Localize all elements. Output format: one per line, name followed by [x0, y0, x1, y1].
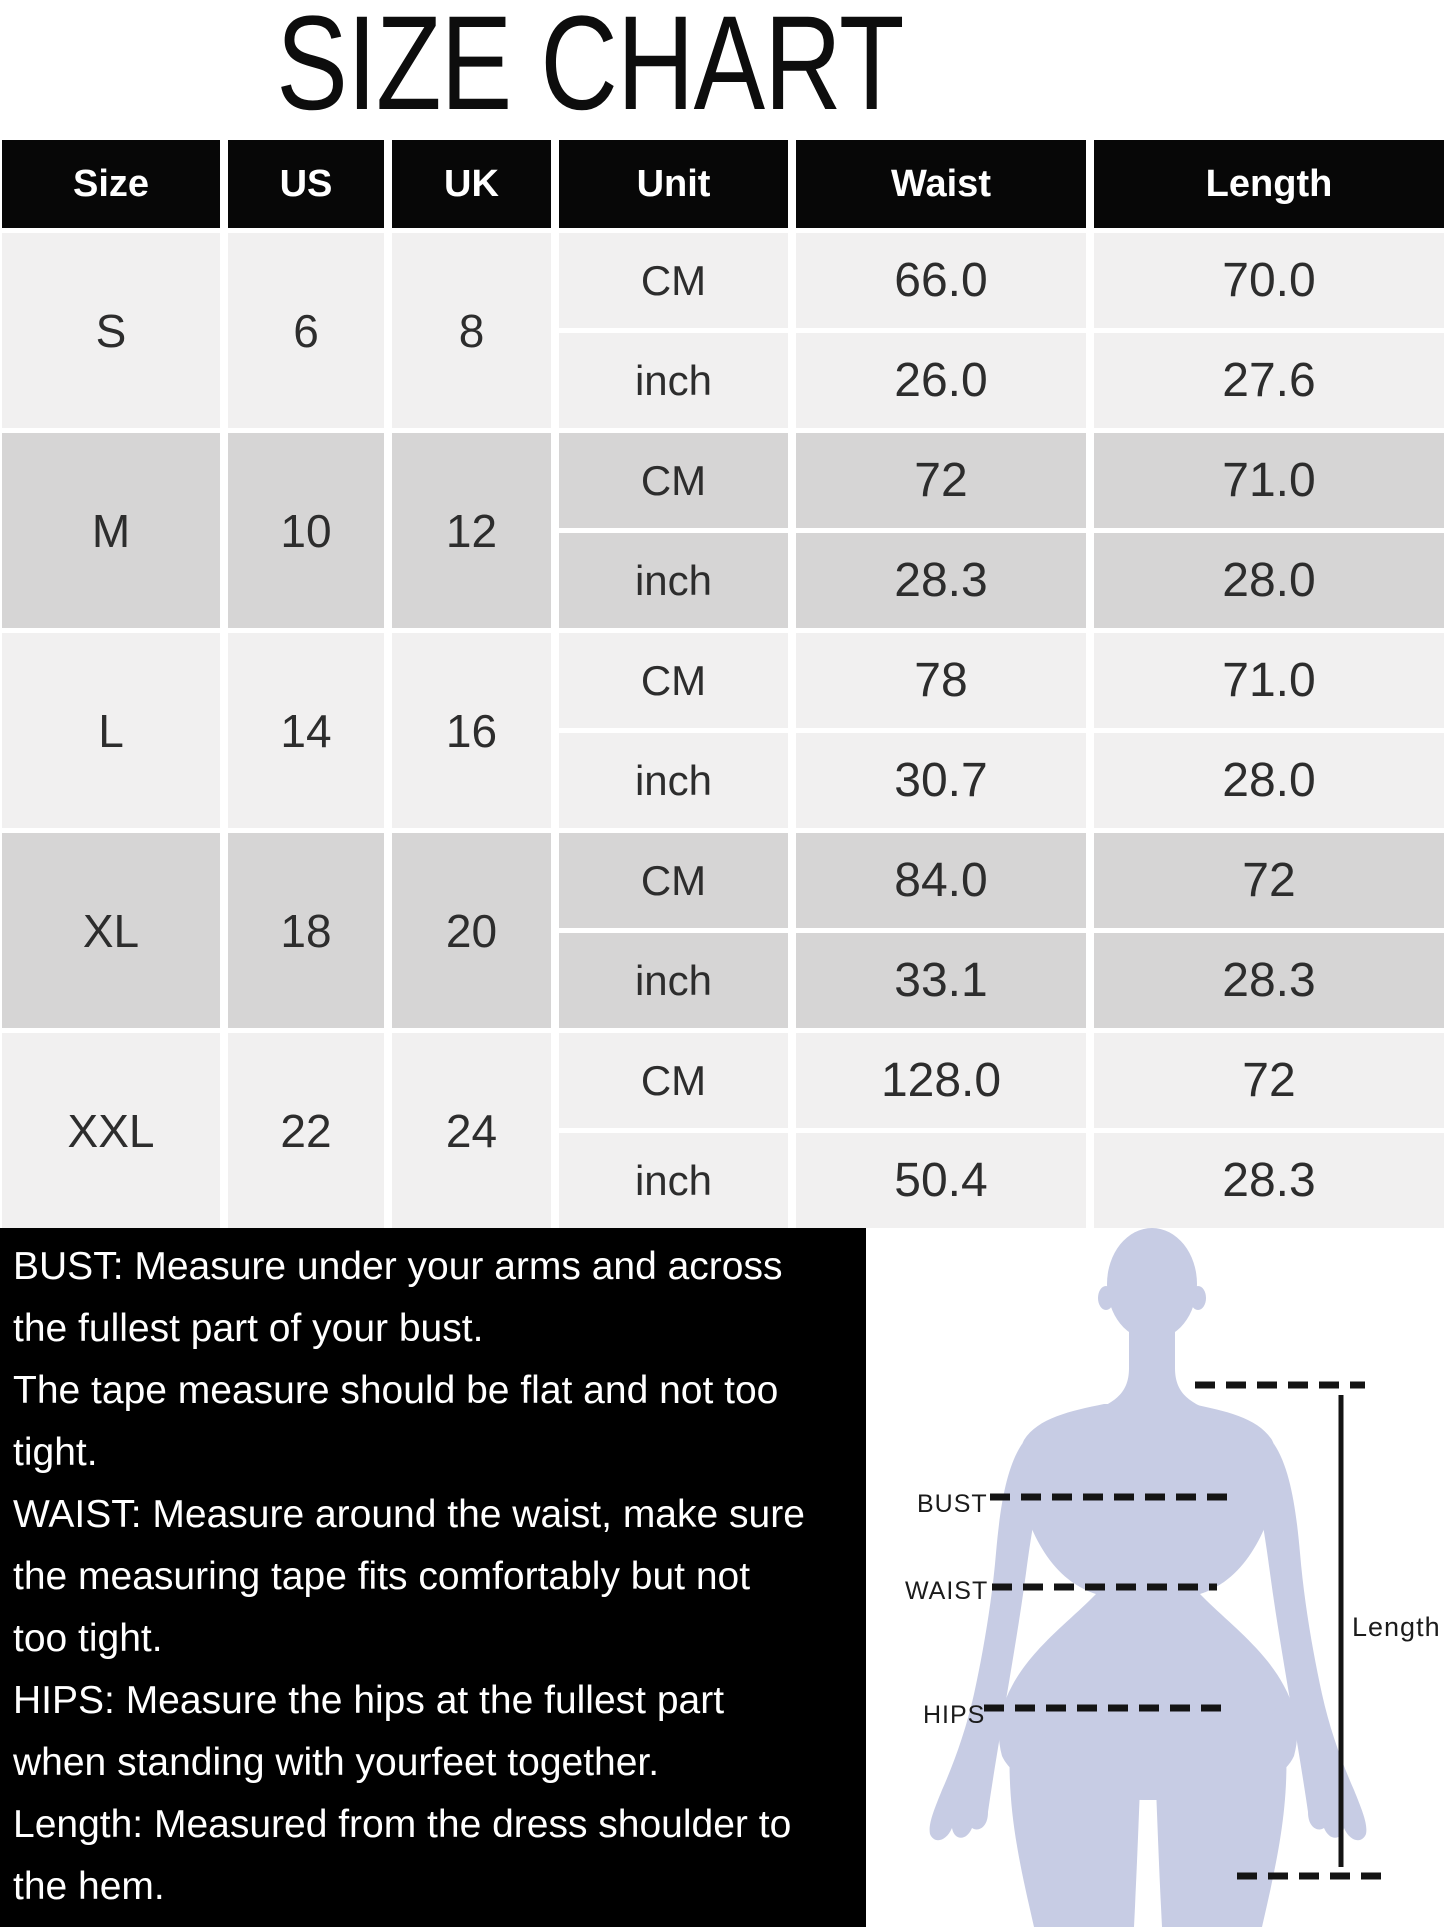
unit-cell: CM — [559, 633, 788, 728]
instruction-line: the measuring tape fits comfortably but not — [13, 1555, 751, 1598]
uk-cell: 20 — [392, 833, 551, 1028]
waist-value-cell: 84.0 — [796, 833, 1086, 928]
length-value-cell: 27.6 — [1094, 333, 1444, 428]
bust-label: BUST — [917, 1490, 988, 1518]
length-value-cell: 28.3 — [1094, 1133, 1444, 1228]
unit-cell: inch — [559, 533, 788, 628]
us-cell: 14 — [228, 633, 384, 828]
size-cell: M — [2, 433, 220, 628]
length-value-cell: 70.0 — [1094, 233, 1444, 328]
unit-cell: inch — [559, 733, 788, 828]
length-value-cell: 28.3 — [1094, 933, 1444, 1028]
unit-cell: CM — [559, 233, 788, 328]
body-diagram-svg — [866, 1228, 1445, 1927]
measurement-instructions — [0, 1228, 866, 1927]
waist-value-cell: 66.0 — [796, 233, 1086, 328]
page-title: SIZE CHART — [276, 0, 904, 138]
instruction-line: The tape measure should be flat and not too — [13, 1369, 779, 1412]
header-cell-uk: UK — [392, 140, 551, 228]
uk-cell: 24 — [392, 1033, 551, 1228]
unit-cell: CM — [559, 1033, 788, 1128]
length-value-cell: 71.0 — [1094, 433, 1444, 528]
waist-label: WAIST — [905, 1577, 989, 1605]
waist-value-cell: 33.1 — [796, 933, 1086, 1028]
unit-cell: inch — [559, 933, 788, 1028]
instruction-line: WAIST: Measure around the waist, make sure — [13, 1493, 805, 1536]
length-value-cell: 71.0 — [1094, 633, 1444, 728]
uk-cell: 12 — [392, 433, 551, 628]
unit-cell: CM — [559, 433, 788, 528]
size-cell: XL — [2, 833, 220, 1028]
header-cell-us: US — [228, 140, 384, 228]
waist-value-cell: 78 — [796, 633, 1086, 728]
uk-cell: 8 — [392, 233, 551, 428]
measurement-diagram — [866, 1228, 1445, 1927]
length-value-cell: 28.0 — [1094, 533, 1444, 628]
header-cell-length: Length — [1094, 140, 1444, 228]
waist-value-cell: 50.4 — [796, 1133, 1086, 1228]
size-cell: XXL — [2, 1033, 220, 1228]
unit-cell: CM — [559, 833, 788, 928]
instruction-line: the hem. — [13, 1865, 165, 1908]
waist-value-cell: 28.3 — [796, 533, 1086, 628]
waist-value-cell: 128.0 — [796, 1033, 1086, 1128]
unit-cell: inch — [559, 1133, 788, 1228]
us-cell: 10 — [228, 433, 384, 628]
waist-value-cell: 26.0 — [796, 333, 1086, 428]
unit-cell: inch — [559, 333, 788, 428]
instruction-line: when standing with yourfeet together. — [13, 1741, 660, 1784]
us-cell: 22 — [228, 1033, 384, 1228]
uk-cell: 16 — [392, 633, 551, 828]
hips-label: HIPS — [923, 1701, 986, 1729]
length-value-cell: 72 — [1094, 1033, 1444, 1128]
size-cell: L — [2, 633, 220, 828]
instruction-line: Length: Measured from the dress shoulder to — [13, 1803, 792, 1846]
waist-value-cell: 72 — [796, 433, 1086, 528]
instruction-line: tight. — [13, 1431, 98, 1474]
length-label: Length — [1352, 1612, 1441, 1642]
us-cell: 18 — [228, 833, 384, 1028]
instruction-line: BUST: Measure under your arms and across — [13, 1245, 783, 1288]
waist-value-cell: 30.7 — [796, 733, 1086, 828]
size-table — [2, 140, 1444, 1228]
header-cell-unit: Unit — [559, 140, 788, 228]
header-cell-size: Size — [2, 140, 220, 228]
length-value-cell: 72 — [1094, 833, 1444, 928]
instruction-line: the fullest part of your bust. — [13, 1307, 484, 1350]
instruction-line: too tight. — [13, 1617, 163, 1660]
female-silhouette — [930, 1228, 1367, 1927]
us-cell: 6 — [228, 233, 384, 428]
header-cell-waist: Waist — [796, 140, 1086, 228]
size-cell: S — [2, 233, 220, 428]
instruction-line: HIPS: Measure the hips at the fullest part — [13, 1679, 725, 1722]
length-value-cell: 28.0 — [1094, 733, 1444, 828]
